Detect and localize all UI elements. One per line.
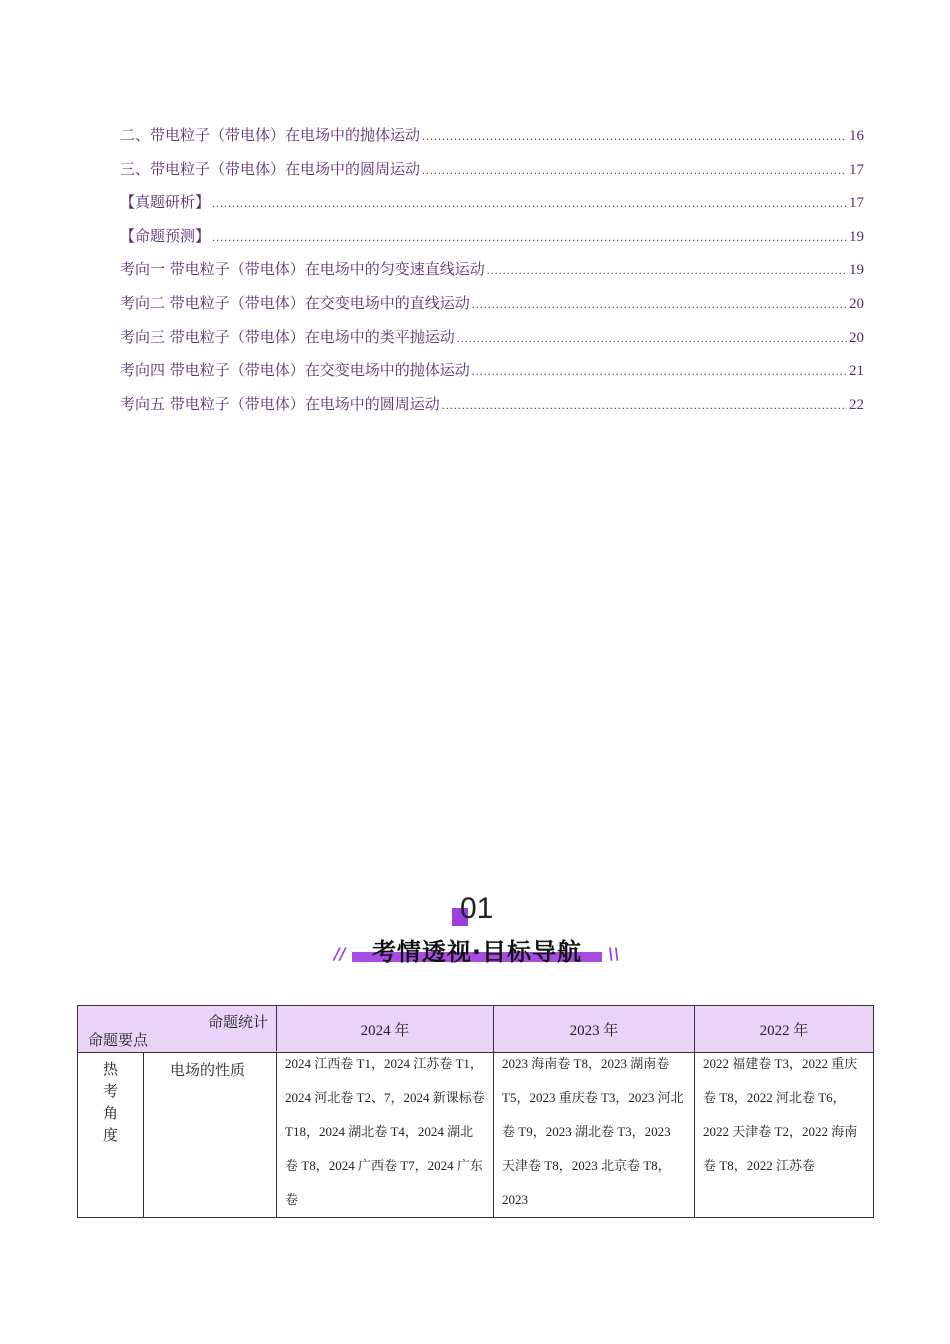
toc-entry-page: 17: [849, 161, 864, 178]
exam-list-text: 2024 江西卷 T1，2024 江苏卷 T1，2024 河北卷 T2、7，2024 新课标卷 T18，2024 湖北卷 T4，2024 湖北卷 T8，2024 广西卷 T7，2024 广东卷: [285, 1056, 485, 1207]
toc-leader-dots: [212, 230, 847, 245]
toc-entry-label: 【真题研析】: [120, 193, 211, 212]
toc-entry-label: 考向三 带电粒子（带电体）在电场中的类平抛运动: [120, 327, 455, 346]
exam-list-text: 2022 福建卷 T3，2022 重庆卷 T8，2022 河北卷 T6，2022 天津卷 T2，2022 海南卷 T8，2022 江苏卷: [703, 1056, 858, 1173]
exam-list-text: 2023 海南卷 T8，2023 湖南卷 T5，2023 重庆卷 T3，2023 河北卷 T9，2023 湖北卷 T3，2023 天津卷 T8，2023 北京卷 T8，2023: [502, 1056, 684, 1207]
toc-leader-dots: [422, 129, 847, 144]
year-header: 2023 年: [494, 1006, 695, 1053]
toc-entry[interactable]: [120, 292, 864, 326]
exam-list-cell: [277, 1053, 494, 1218]
toc-entry-label: 考向四 带电粒子（带电体）在交变电场中的抛体运动: [120, 361, 470, 380]
toc-entry[interactable]: [120, 326, 864, 360]
toc-entry[interactable]: [120, 124, 864, 158]
year-header: 2022 年: [695, 1006, 874, 1053]
exam-list-cell: [494, 1053, 695, 1218]
section-number: 01: [460, 892, 494, 925]
toc-leader-dots: [457, 331, 847, 346]
year-header: 2024 年: [277, 1006, 494, 1053]
toc-leader-dots: [212, 196, 847, 211]
toc-entry-label: 考向二 带电粒子（带电体）在交变电场中的直线运动: [120, 293, 470, 312]
table-row: [78, 1053, 874, 1218]
toc-entry-label: 考向五 带电粒子（带电体）在电场中的圆周运动: [120, 394, 440, 413]
toc-entry[interactable]: [120, 191, 864, 225]
toc-entry-page: 16: [849, 128, 864, 144]
toc-entry[interactable]: [120, 225, 864, 259]
toc-entry-label: 三、带电粒子（带电体）在电场中的圆周运动: [120, 159, 421, 178]
header-stat-label: 命题统计: [207, 1015, 268, 1031]
toc-entry[interactable]: [120, 258, 864, 292]
toc-leader-dots: [487, 263, 847, 278]
diagonal-header-cell: [78, 1006, 277, 1053]
row-group-text: 热考角度: [102, 1062, 118, 1144]
table-header-row: [78, 1006, 874, 1053]
toc-entry-page: 17: [849, 195, 864, 212]
decor-slash-right: \\: [608, 944, 620, 963]
toc-entry-page: 22: [849, 396, 864, 413]
section-heading: [330, 890, 620, 970]
toc-entry-page: 19: [849, 262, 864, 279]
toc-leader-dots: [442, 398, 847, 413]
toc-entry-page: 21: [849, 363, 864, 380]
table-of-contents: [120, 124, 864, 426]
decor-slash-left: //: [334, 944, 346, 963]
toc-entry-label: 考向一 带电粒子（带电体）在电场中的匀变速直线运动: [120, 260, 485, 279]
row-group-label: [78, 1053, 144, 1218]
header-point-label: 命题要点: [88, 1033, 149, 1049]
toc-entry-page: 20: [849, 329, 864, 346]
toc-leader-dots: [472, 364, 847, 379]
toc-entry-page: 20: [849, 295, 864, 312]
section-title: 考情透视·目标导航: [371, 938, 583, 966]
toc-entry-label: 【命题预测】: [120, 226, 211, 245]
toc-entry[interactable]: [120, 359, 864, 393]
toc-leader-dots: [472, 297, 847, 312]
topic-cell: 电场的性质: [144, 1053, 277, 1218]
toc-entry-label: 二、带电粒子（带电体）在电场中的抛体运动: [120, 126, 421, 144]
toc-leader-dots: [422, 163, 847, 178]
toc-entry-page: 19: [849, 228, 864, 245]
exam-statistics-table: [77, 1005, 874, 1218]
toc-entry[interactable]: [120, 393, 864, 427]
toc-entry[interactable]: [120, 158, 864, 192]
exam-list-cell: [695, 1053, 874, 1218]
